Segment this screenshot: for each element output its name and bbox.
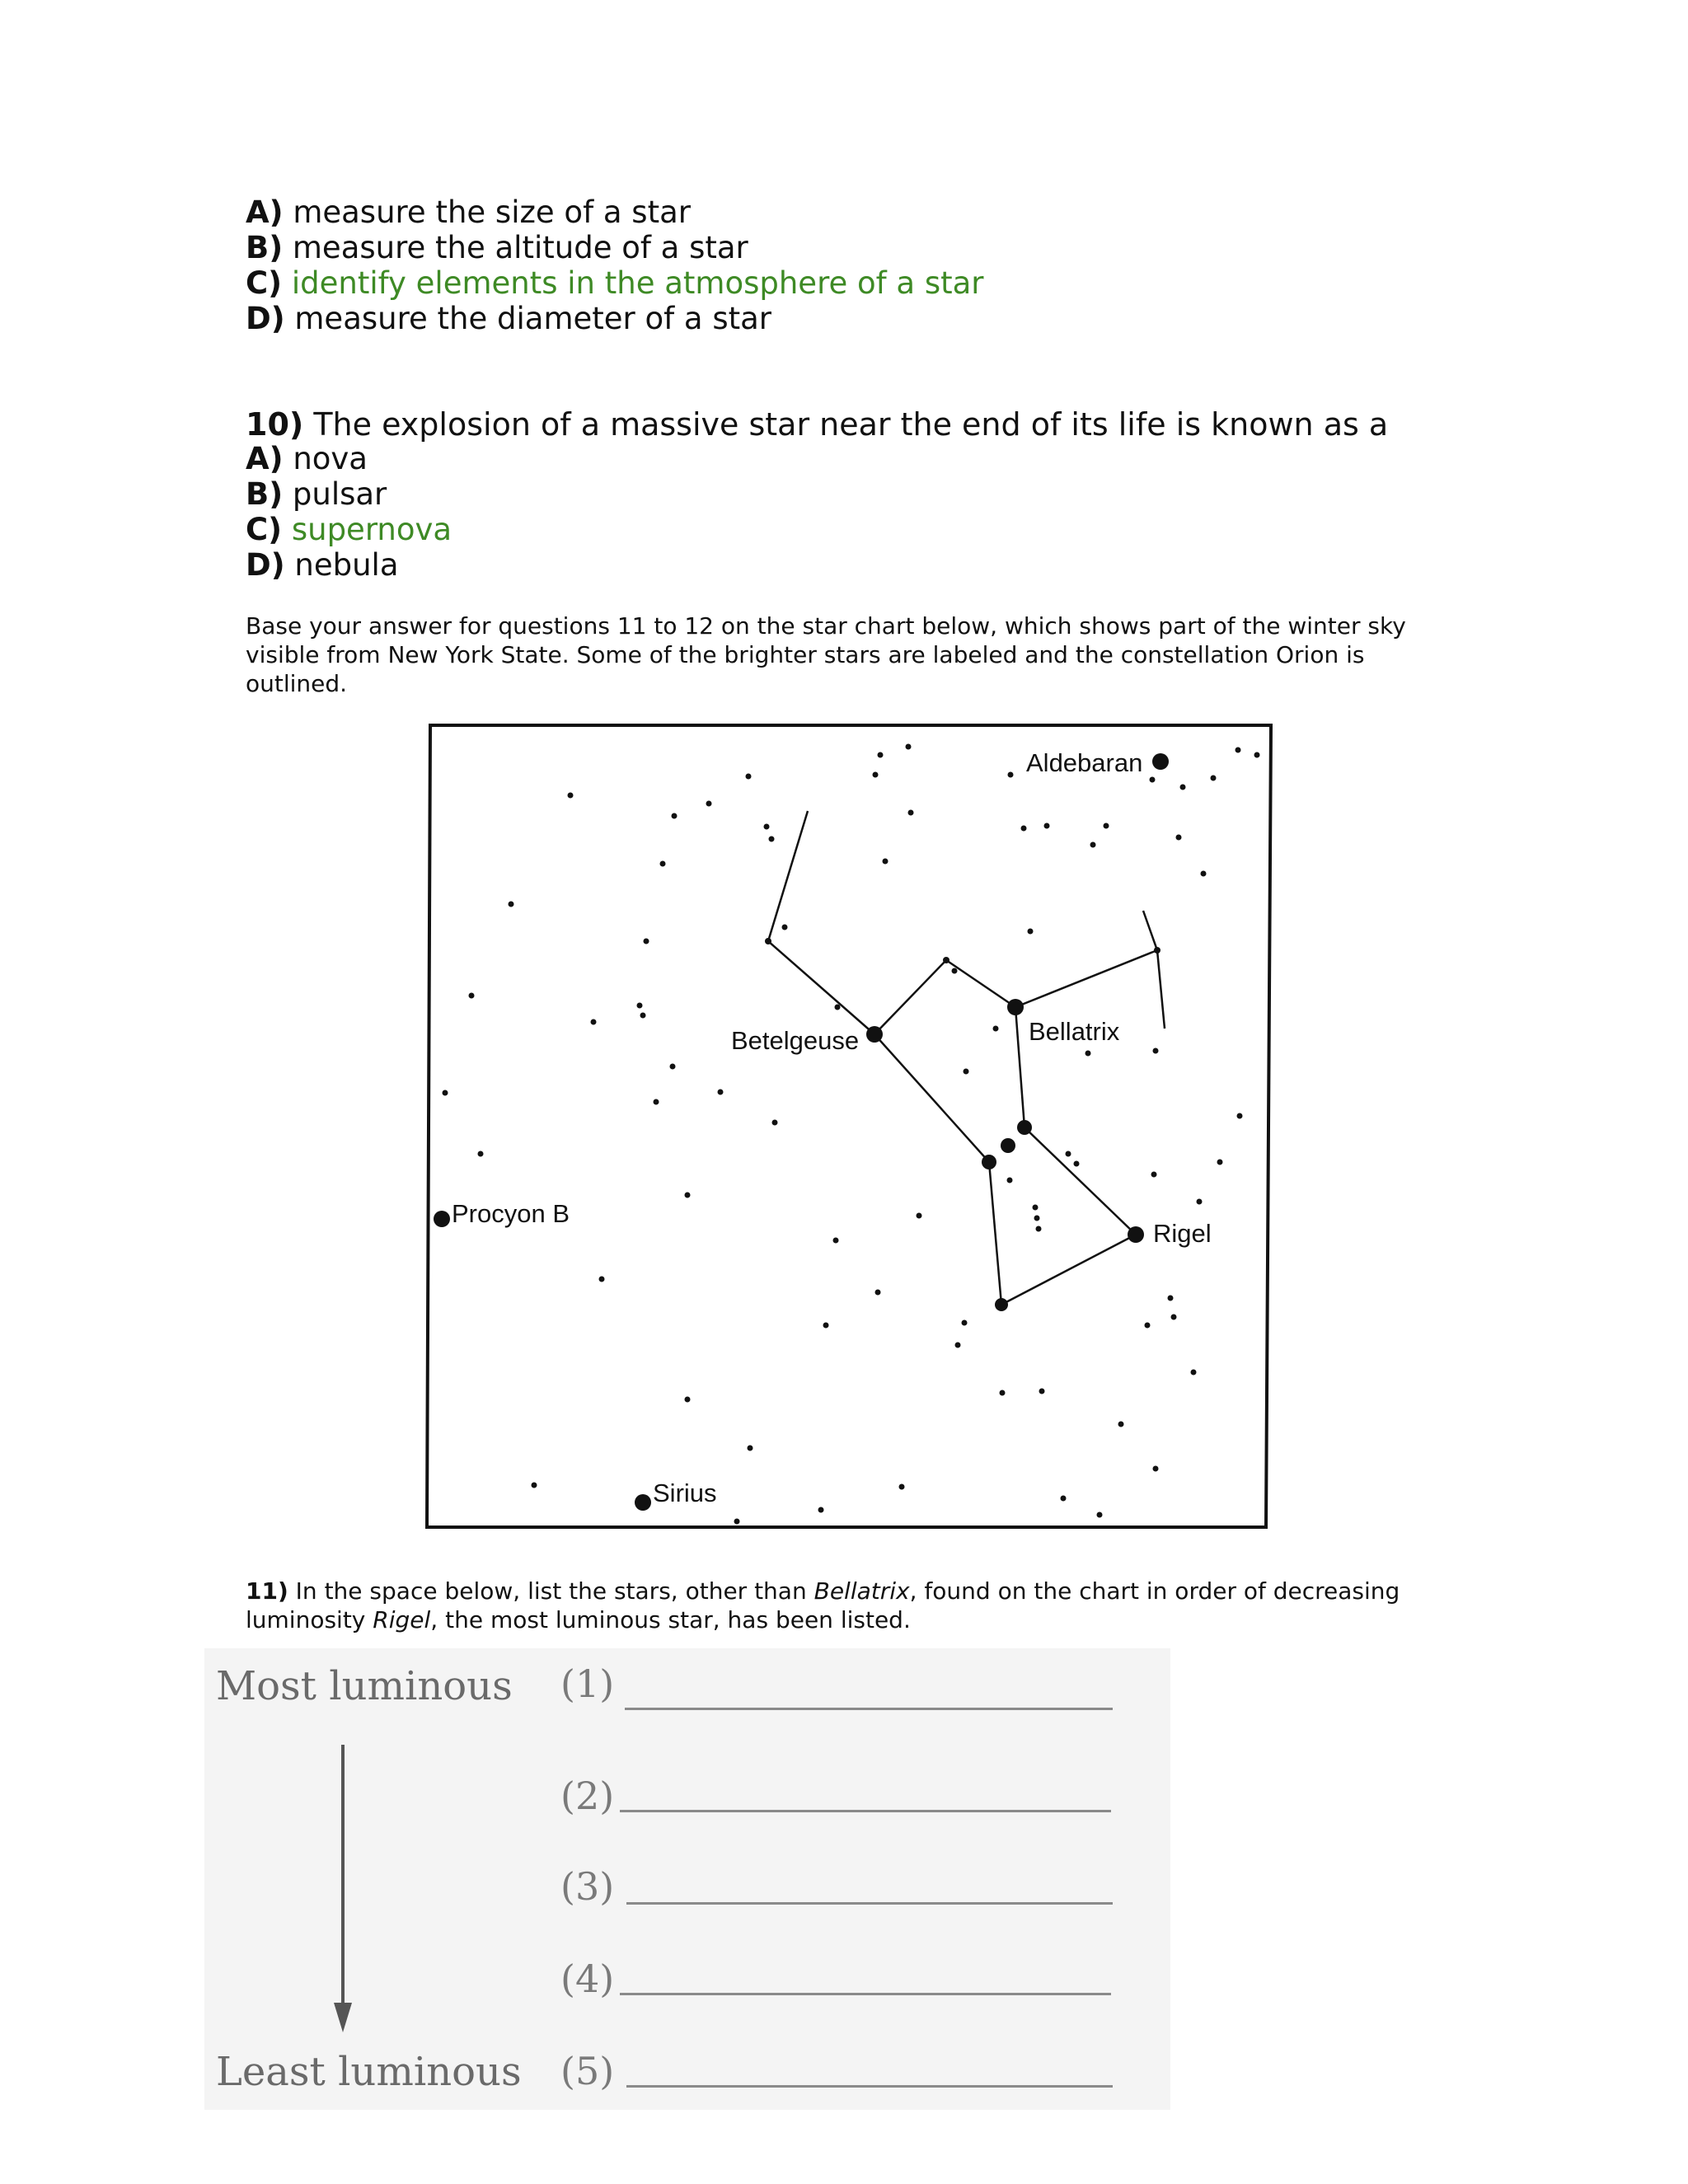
q9-option-a-letter: A)	[246, 194, 284, 230]
q10-text: The explosion of a massive star near the end of its life is known as a	[313, 406, 1389, 443]
intro-line-3: outlined.	[246, 670, 348, 697]
q9-option-d-text: measure the diameter of a star	[294, 301, 772, 336]
sirius-label: Sirius	[653, 1479, 717, 1507]
q11-text-a: In the space below, list the stars, other than	[295, 1577, 814, 1605]
aldebaran-label: Aldebaran	[1026, 748, 1143, 777]
procyon-b-label: Procyon B	[452, 1199, 570, 1228]
rigel-label: Rigel	[1153, 1219, 1212, 1248]
q10-option-b-text: pulsar	[292, 476, 387, 512]
q11-text-b: , found on the chart in order of decreasing	[909, 1577, 1400, 1605]
most-luminous-label: Most luminous	[216, 1663, 513, 1709]
intro-line-1: Base your answer for questions 11 to 12 on the star chart below, which shows part of the winter sky	[246, 612, 1406, 640]
intro-line-2: visible from New York State. Some of the brighter stars are labeled and the constellation Orion is	[246, 641, 1365, 668]
slot-5-number: (5)	[560, 2049, 615, 2093]
slot-2-answer-line[interactable]	[620, 1810, 1111, 1812]
q9-option-c-text-correct: identify elements in the atmosphere of a star	[291, 265, 984, 301]
q10-option-c-letter: C)	[246, 512, 283, 547]
slot-1-number: (1)	[560, 1661, 615, 1706]
slot-1-answer-line[interactable]	[625, 1708, 1113, 1710]
q9-option-d-letter: D)	[246, 301, 285, 336]
q10-option-a-text: nova	[293, 441, 368, 476]
q11-italic-rigel: Rigel	[373, 1606, 431, 1633]
slot-2-number: (2)	[560, 1774, 615, 1818]
slot-5-answer-line[interactable]	[626, 2085, 1113, 2088]
q9-option-c-letter: C)	[246, 265, 283, 301]
q11-text-d: , the most luminous star, has been listed.	[430, 1606, 911, 1633]
q11-text-c: luminosity	[246, 1606, 373, 1633]
bellatrix-label: Bellatrix	[1029, 1017, 1120, 1046]
slot-3-answer-line[interactable]	[626, 1902, 1113, 1905]
slot-3-number: (3)	[560, 1864, 615, 1909]
least-luminous-label: Least luminous	[216, 2049, 522, 2095]
q10-option-d-letter: D)	[246, 547, 285, 583]
q10-option-b-letter: B)	[246, 476, 284, 512]
arrow-head-icon	[334, 2003, 352, 2032]
q11-italic-bellatrix: Bellatrix	[814, 1577, 910, 1605]
q11-number: 11)	[246, 1577, 288, 1605]
q10-option-d-text: nebula	[294, 547, 399, 583]
q10-option-c-text-correct: supernova	[291, 512, 452, 547]
q9-option-b-text: measure the altitude of a star	[292, 230, 748, 265]
slot-4-number: (4)	[560, 1957, 615, 2001]
q10-number: 10)	[246, 406, 304, 443]
q9-option-b-letter: B)	[246, 230, 284, 265]
q9-option-a-text: measure the size of a star	[293, 194, 691, 230]
betelgeuse-label: Betelgeuse	[731, 1026, 860, 1055]
q10-option-a-letter: A)	[246, 441, 284, 476]
slot-4-answer-line[interactable]	[620, 1993, 1111, 1995]
